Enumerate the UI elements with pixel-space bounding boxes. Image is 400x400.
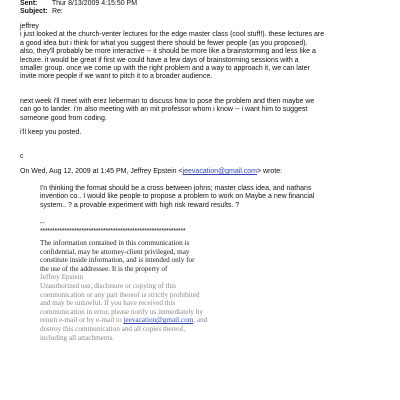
quote-intro [20,168,385,176]
confidentiality-disclaimer [40,239,290,342]
body-paragraph-3: i'll keep you posted. [20,129,82,136]
disclaimer-line: including all attachments. [40,333,115,342]
body-line: also, they'll probably be more interactive -- it should be more like a brainstorming and less like a [20,48,316,56]
quote-line: I'n thinking the format should be a cross between johns; master class idea, and nathans [40,185,312,192]
disclaimer-email-after: , and [193,316,208,325]
disclaimer-line: confidential, may be attorney-client privileged, may [40,247,190,256]
body-paragraph-2 [20,98,385,123]
disclaimer-line: communication in error, please notify us immediately by [40,307,203,316]
quote-intro-after: > wrote: [257,168,283,175]
signature-separator: -- [40,220,45,227]
body-line: someone good from coding. [20,114,107,122]
disclaimer-line: The information contained in this communication is [40,239,190,247]
quote-line: system.. ? a provable experiment with high risk reward results. ? [40,201,240,209]
body-line: can go to lander. i'm also meeting with an mit professor whom i know -- i want him to suggest [20,106,308,114]
sent-header [20,0,137,8]
disclaimer-line: Unauthorized use, disclosure or copying of this [40,281,176,290]
disclaimer-line: the use of the addressee. It is the property of [40,264,168,273]
disclaimer-line: communication or any part thereof is strictly prohibited [40,290,200,299]
disclaimer-line: and may be unlawful. If you have received this [40,299,176,308]
body-line: next week i'll meet with erez lieberman to discuss how to pose the problem and then maybe we [20,98,315,105]
quote-line: invention co.. I would like people to propose a problem to work on Maybe a new financial [40,193,315,201]
sent-label: Sent: [20,0,38,7]
subject-label: Subject: [20,8,48,15]
body-line: a good idea but i think for what you suggest there should be fewer people (as you proposed). [20,39,308,47]
body-line: i just looked at the church-venter lectures for the edge master class (cool stuff!). these lectures are [20,31,325,39]
subject-value: Re: [51,8,63,15]
asterisk-divider: ************************************************************ [40,228,186,235]
subject-header [20,8,63,16]
signature: c [20,153,24,160]
body-line: jeffrey [20,23,39,30]
quoted-message [40,185,385,210]
disclaimer-line: constitute inside information, and is intended only for [40,256,195,265]
body-line: invite more people if we want to pitch it to a broader audience. [20,73,213,81]
disclaimer-email-line [40,316,290,325]
disclaimer-line: destroy this communication and all copies thereof, [40,324,186,333]
body-line: smaller group. once we come up with the right problem and a way to approach it, we can later [20,65,310,73]
disclaimer-line: Jeffrey Epstein [40,273,84,282]
disclaimer-email-link[interactable]: jeevacation@gmail.com [123,316,194,325]
quote-email-link[interactable]: jeevacation@gmail.com [182,168,258,175]
disclaimer-email-before: return e-mail or by e-mail to [40,316,124,325]
quote-intro-before: On Wed, Aug 12, 2009 at 1:45 PM, Jeffrey Epstein < [20,168,183,175]
sent-value: Thur 8/13/2009 4:15:50 PM [51,0,138,7]
body-line: lecture. it would be great if first we could have a few days of brainstorming sessions with a [20,56,299,64]
body-paragraph-1 [20,23,385,82]
